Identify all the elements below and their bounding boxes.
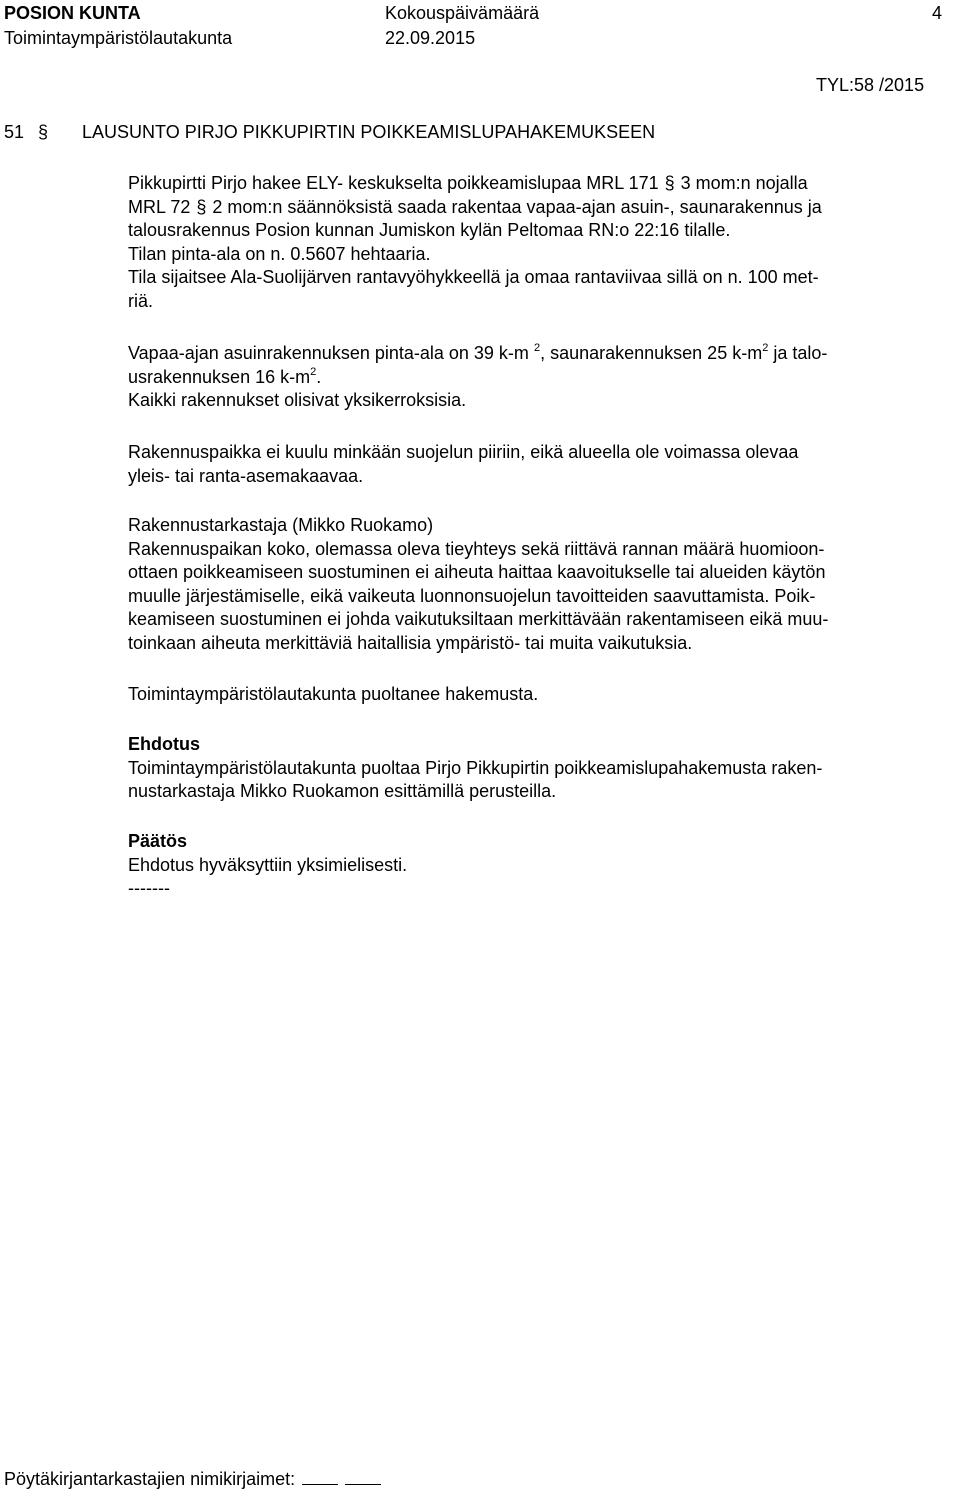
meeting-date-label: Kokouspäivämäärä	[385, 3, 540, 23]
signature-label: Pöytäkirjantarkastajien nimikirjaimet:	[4, 1469, 296, 1489]
signature-field	[4, 1470, 381, 1488]
signature-line-2	[345, 1472, 381, 1485]
committee-name: Toimintaympäristölautakunta	[4, 28, 233, 48]
section-sign: §	[196, 196, 207, 217]
section-sign: §	[664, 173, 675, 193]
page-number: 4	[932, 3, 943, 23]
meeting-date: 22.09.2015	[385, 28, 476, 48]
municipality-name: POSION KUNTA	[4, 3, 141, 23]
proposal-section: Ehdotus Toimintaympäristölautakunta puoltaa Pirjo Pikkupirtin poikkeamislupahakemusta raken- nustarkastaja Mikko Ruokamon esittämillä perusteilla.	[128, 734, 823, 801]
item-title: LAUSUNTO PIRJO PIKKUPIRTIN POIKKEAMISLUPAHAKEMUKSEEN	[82, 122, 656, 142]
section-sign: §	[38, 122, 49, 142]
body-paragraph-5: Toimintaympäristölautakunta puoltanee hakemusta.	[128, 684, 539, 704]
body-paragraph-3: Rakennuspaikka ei kuulu minkään suojelun piiriin, eikä alueella ole voimassa olevaa yleis- tai ranta-asemakaavaa.	[128, 442, 799, 486]
body-paragraph-1: Pikkupirtti Pirjo hakee ELY- keskukselta poikkeamislupaa MRL 171 § 3 mom:n nojalla MRL 72 § 2 mom:n säännöksistä saada rakentaa vapaa-ajan asuin-, saunarakennus ja talousrakennus Posion kunnan Jumiskon kylän Peltomaa RN:o 22:16 tilalle. Tilan pinta-ala on n. 0.5607 hehtaaria. Tila sijaitsee Ala-Suolijärven rantavyöhykkeellä ja omaa rantaviivaa sillä on n. 100 met- riä.	[128, 173, 822, 311]
item-number: 51 §	[4, 122, 49, 142]
signature-line-1	[302, 1472, 338, 1485]
body-paragraph-2: Vapaa-ajan asuinrakennuksen pinta-ala on 39 k-m $^2$, saunarakennuksen 25 $k-m^2$ ja talo- usrakennuksen 16 $k-m^2$. Kaikki rakennukset olisivat yksikerroksisia.	[128, 342, 828, 410]
reference-number: TYL:58 /2015	[816, 75, 925, 95]
body-paragraph-4: Rakennustarkastaja (Mikko Ruokamo) Rakennuspaikan koko, olemassa oleva tieyhteys sekä riittävä rannan määrä huomioon- ottaen poikkeamiseen suostuminen ei aiheuta haittaa kaavoitukselle tai alueiden käytön muulle järjestämiselle, eikä vaikeuta luonnonsuojelun tavoitteiden saavuttamista. Poik- keamiseen suostuminen ei johda vaikutuksiltaan merkittävään rakentamiseen eikä muu- toinkaan aiheuta merkittäviä haitallisia ympäristö- tai muita vaikutuksia.	[128, 515, 829, 653]
proposal-heading: Ehdotus	[128, 734, 200, 754]
decision-heading: Päätös	[128, 831, 188, 851]
decision-section: Päätös Ehdotus hyväksyttiin yksimielisesti. -------	[128, 831, 408, 898]
separator: -------	[128, 878, 170, 898]
